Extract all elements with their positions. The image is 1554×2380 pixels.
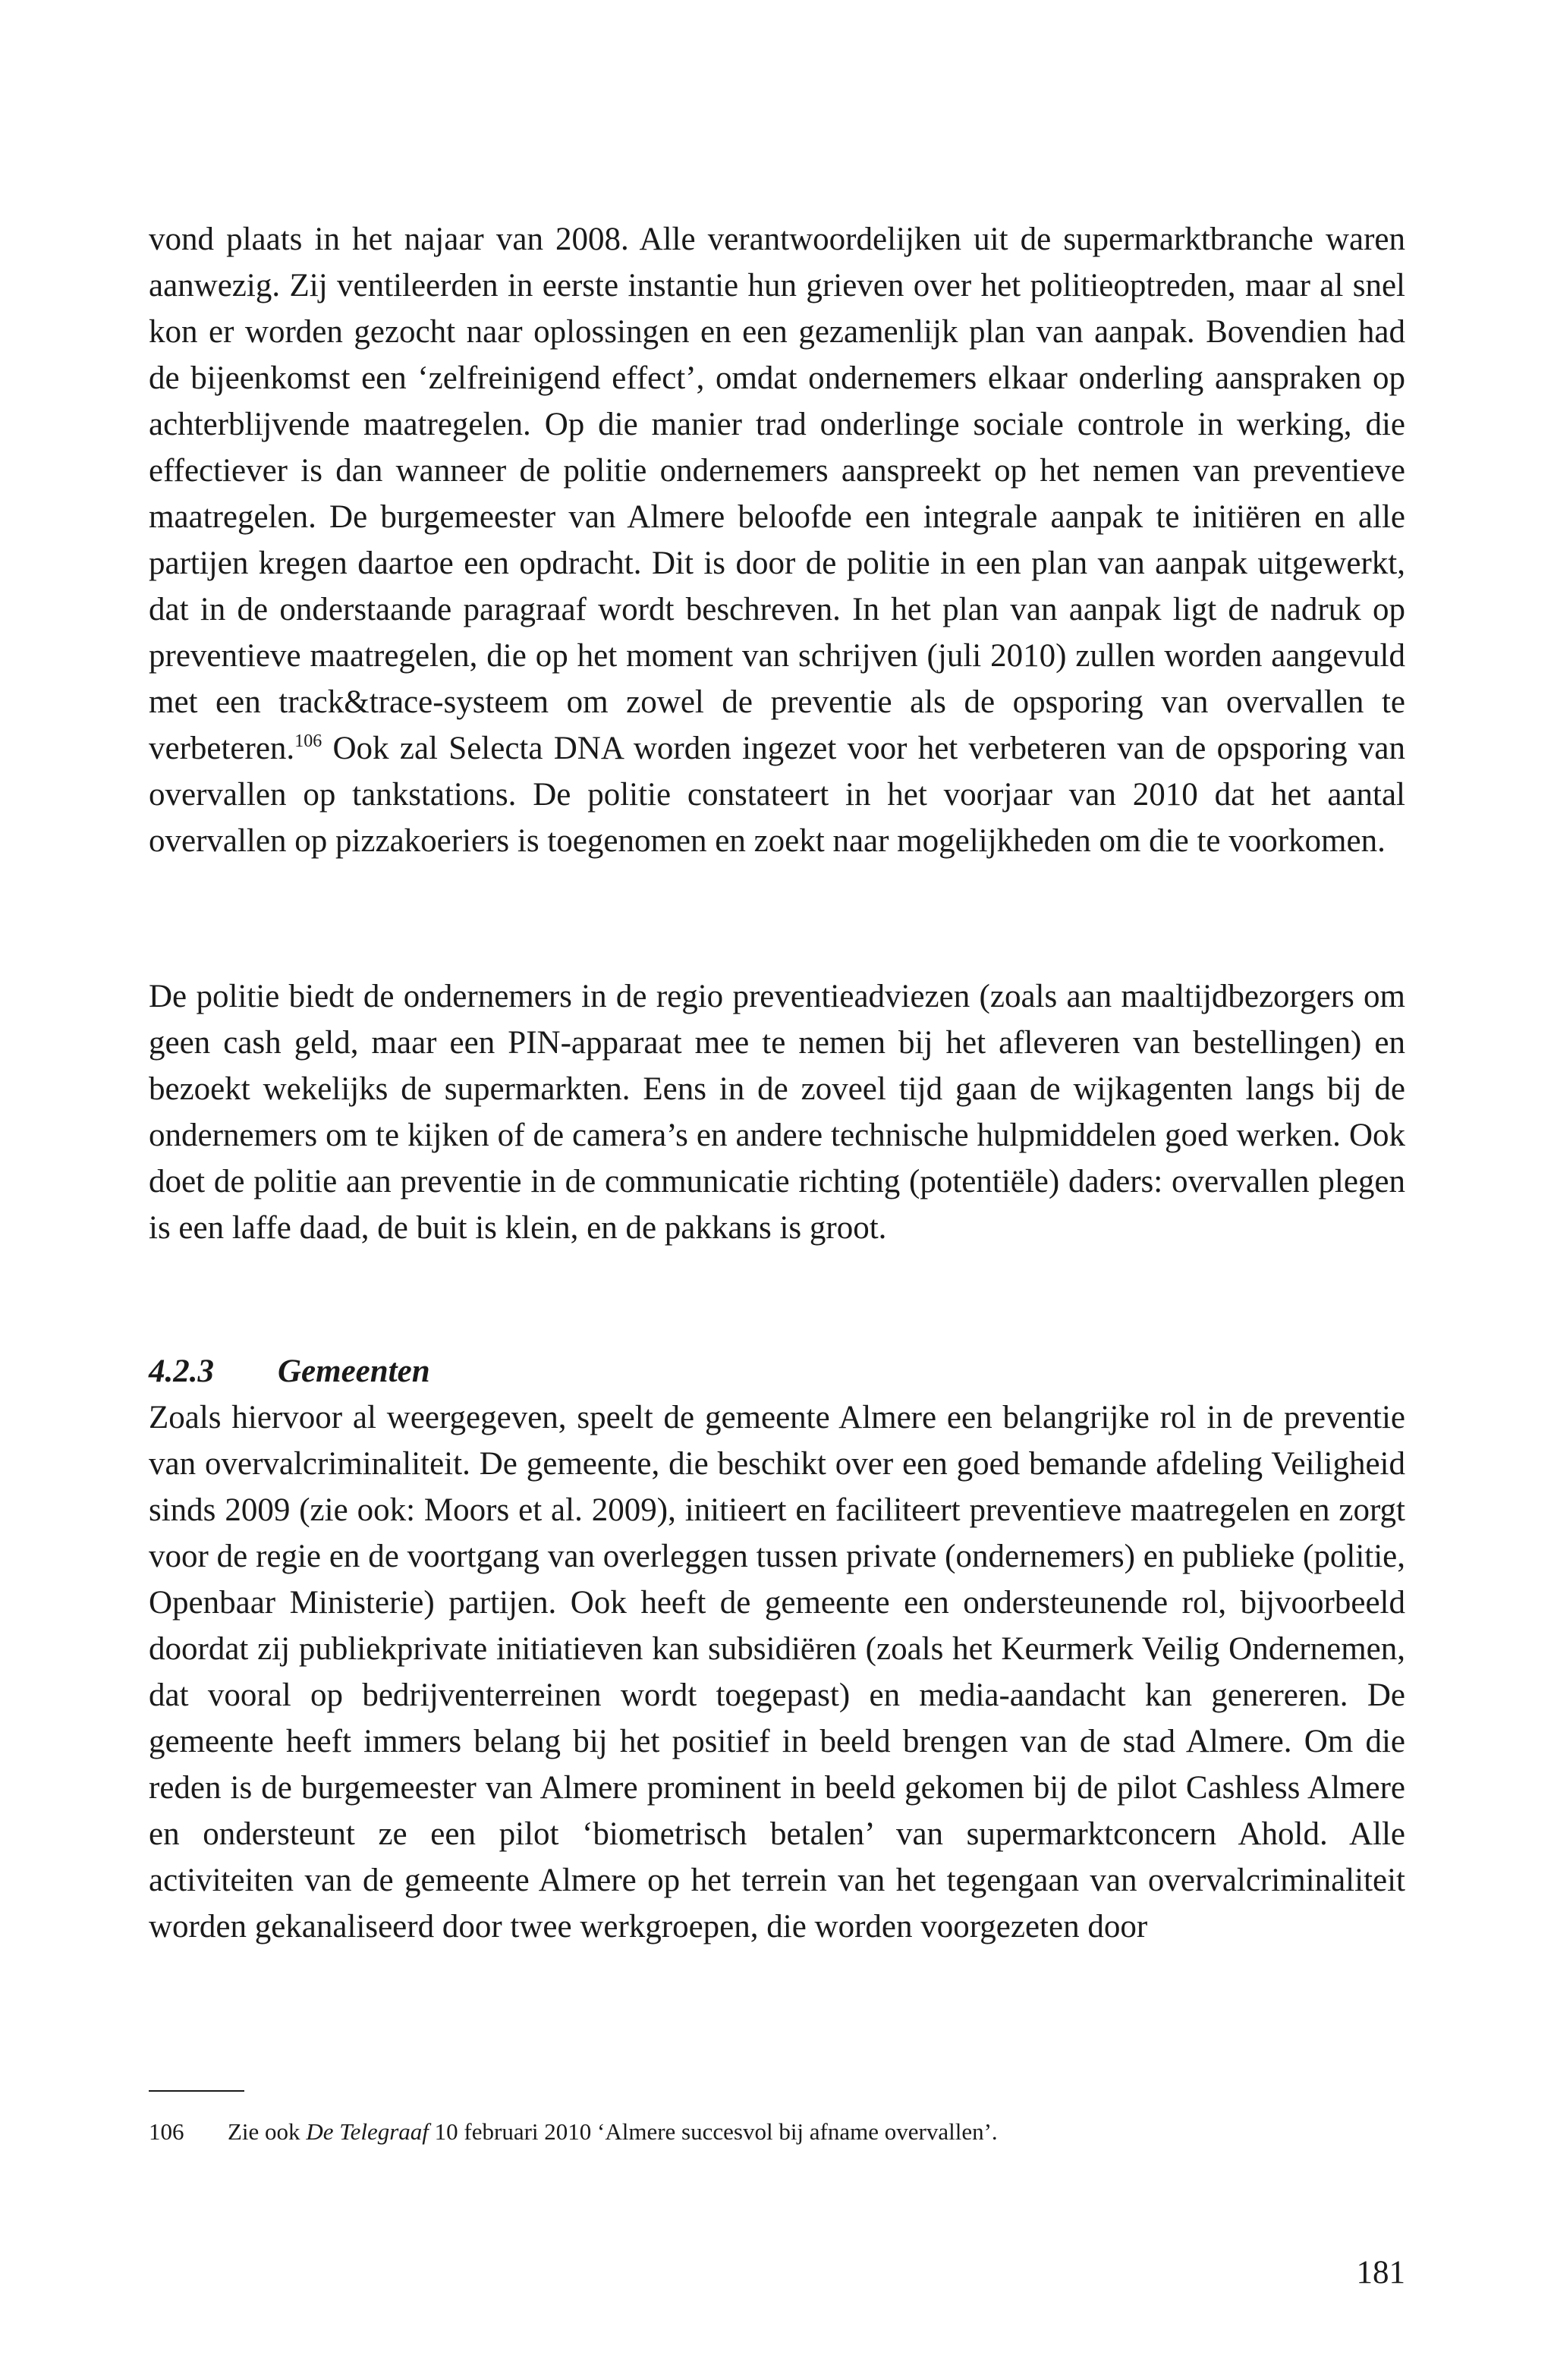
paragraph-1-text: vond plaats in het najaar van 2008. Alle verantwoordelijken uit de supermarktbranche waren aanwezig. Zij ventileerden in eerste instantie hun grieven over het politieoptreden, maar al snel kon er worden gezocht naar oplossingen en een gezamenlijk plan van aanpak. Bovendien had de bijeenkomst een ‘zelfreinigend effect’, omdat ondernemers elkaar onderling aanspraken op achterblijvende maatregelen. Op die manier trad onderlinge sociale controle in werking, die effectiever is dan wanneer de politie ondernemers aanspreekt op het nemen van preventieve maatregelen. De burgemeester van Almere beloofde een integrale aanpak te initiëren en alle partijen kregen daartoe een opdracht. Dit is door de politie in een plan van aanpak uitgewerkt, dat in de onderstaande paragraaf wordt beschreven. In het plan van aanpak ligt de nadruk op preventieve maatregelen, die op het moment van schrijven (juli 2010) zullen worden aangevuld met een track&trace-systeem om zowel de preventie als de opsporing van overvallen te verbeteren. — [149, 222, 1405, 766]
footnote-source: De Telegraaf — [306, 2118, 429, 2145]
body-text-middle — [149, 973, 1405, 1251]
footnote-separator — [149, 2090, 244, 2092]
section-heading — [149, 1348, 430, 1394]
body-text-top — [149, 216, 1405, 864]
footnote-number: 106 — [149, 2118, 184, 2145]
body-text-bottom — [149, 1394, 1405, 1950]
paragraph-2: De politie biedt de ondernemers in de regio preventieadviezen (zoals aan maaltijdbezorgers om geen cash geld, maar een PIN-apparaat mee te nemen bij het afleveren van bestellingen) en bezoekt wekelijks de supermarkten. Eens in de zoveel tijd gaan de wijkagenten langs bij de ondernemers om te kijken of de camera’s en andere technische hulpmiddelen goed werken. Ook doet de politie aan preventie in de communicatie richting (potentiële) daders: overvallen plegen is een laffe daad, de buit is klein, en de pakkans is groot. — [149, 979, 1405, 1246]
section-number: 4.2.3 — [149, 1353, 214, 1389]
footnote-reference[interactable]: 106 — [294, 731, 322, 751]
footnote-prefix: Zie ook — [228, 2118, 307, 2145]
paragraph-1 — [149, 216, 1405, 864]
page-number: 181 — [1356, 2255, 1405, 2290]
footnote — [149, 2115, 998, 2149]
paragraph-3: Zoals hiervoor al weergegeven, speelt de gemeente Almere een belangrijke rol in de preventie van overvalcriminaliteit. De gemeente, die beschikt over een goed bemande afdeling Veiligheid sinds 2009 (zie ook: Moors et al. 2009), initieert en faciliteert preventieve maatregelen en zorgt voor de regie en de voortgang van overleggen tussen private (ondernemers) en publieke (politie, Openbaar Ministerie) partijen. Ook heeft de gemeente een ondersteunende rol, bijvoorbeeld doordat zij publiekprivate initiatieven kan subsidiëren (zoals het Keurmerk Veilig Ondernemen, dat vooral op bedrijventerreinen wordt toegepast) en media-aandacht kan genereren. De gemeente heeft immers belang bij het positief in beeld brengen van de stad Almere. Om die reden is de burgemeester van Almere prominent in beeld gekomen bij de pilot Cashless Almere en ondersteunt ze een pilot ‘biometrisch betalen’ van supermarktconcern Ahold. Alle activiteiten van de gemeente Almere op het terrein van het tegengaan van overvalcriminaliteit worden gekanaliseerd door twee werkgroepen, die worden voorgezeten door — [149, 1400, 1405, 1945]
section-title: Gemeenten — [278, 1353, 430, 1389]
footnote-suffix: 10 februari 2010 ‘Almere succesvol bij afname overvallen’. — [428, 2118, 998, 2145]
paragraph-1-continuation: Ook zal Selecta DNA worden ingezet voor het verbeteren van de opsporing van overvallen op tankstations. De politie constateert in het voorjaar van 2010 dat het aantal overvallen op pizzakoeriers is toegenomen en zoekt naar mogelijkheden om die te voorkomen. — [149, 731, 1405, 859]
